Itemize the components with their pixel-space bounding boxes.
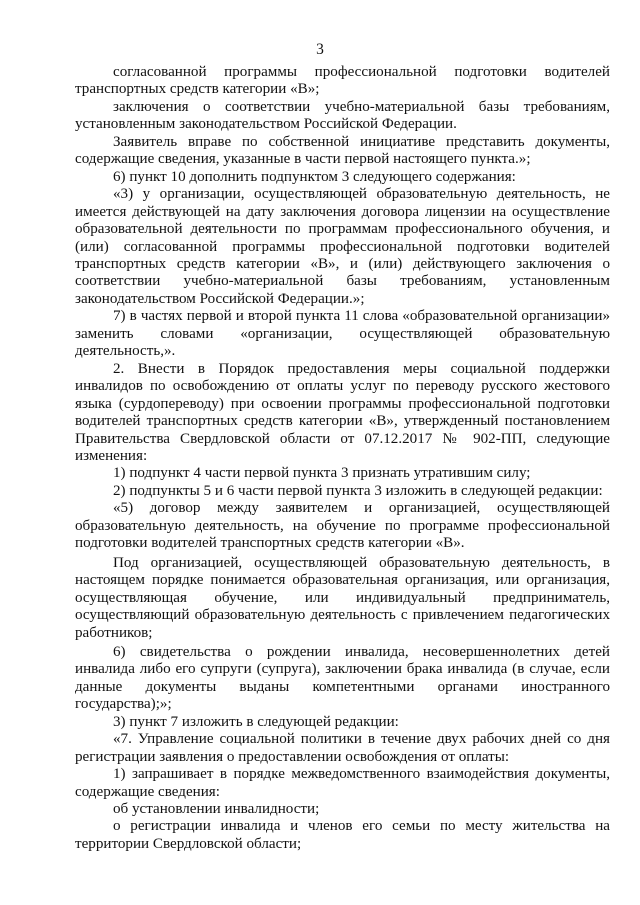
page-number: 3	[316, 41, 324, 58]
paragraph: 7) в частях первой и второй пункта 11 слова «образовательной организации» заменить словами «организации, осуществляющей образовательную деятельность,».	[75, 308, 610, 360]
paragraph: 2. Внести в Порядок предоставления меры социальной поддержки инвалидов по освобождению от оплаты услуг по переводу русского жестового языка (сурдопереводу) при освоении программы профессиональной подготовки водителей транспортных средств категории «B», утвержденный постановлением Правительства Свердловской области от 07.12.2017 № 902-ПП, следующие изменения:	[75, 360, 610, 464]
paragraph: о регистрации инвалида и членов его семьи по месту жительства на территории Свердловской области;	[75, 818, 610, 852]
paragraph: 2) подпункты 5 и 6 части первой пункта 3 изложить в следующей редакции:	[113, 482, 603, 499]
paragraph: 1) подпункт 4 части первой пункта 3 признать утратившим силу;	[113, 465, 531, 482]
paragraph: заключения о соответствии учебно-материальной базы требованиям, установленным законодательством Российской Федерации.	[75, 98, 610, 133]
paragraph: «3) у организации, осуществляющей образовательную деятельность, не имеется действующей на дату заключения договора лицензии на осуществление образовательной деятельности по программам профессионального обучения, и (или) согласованной программы профессиональной подготовки водителей транспортных средств категории «B», и (или) действующего заключения о соответствии учебно-материальной базы требованиям, установленным законодательством Российской Федерации.»;	[75, 186, 610, 307]
paragraph: «5) договор между заявителем и организацией, осуществляющей образовательную деятельность, на обучение по программе профессиональной подготовки водителей транспортных средств категории «B».	[75, 500, 610, 552]
paragraph: 1) запрашивает в порядке межведомственного взаимодействия документы, содержащие сведения:	[75, 766, 610, 800]
paragraph: 6) пункт 10 дополнить подпунктом 3 следующего содержания:	[113, 168, 516, 185]
paragraph: Под организацией, осуществляющей образовательную деятельность, в настоящем порядке понимается образовательная организация, или организация, осуществляющая обучение, или индивидуальный предприниматель, осуществляющий образовательную деятельность с привлечением педагогических работников;	[75, 554, 610, 641]
paragraph: согласованной программы профессиональной подготовки водителей транспортных средств категории «B»;	[75, 64, 610, 98]
document-body	[75, 64, 610, 853]
paragraph: об установлении инвалидности;	[113, 801, 320, 818]
paragraph: Заявитель вправе по собственной инициативе представить документы, содержащие сведения, указанные в части первой настоящего пункта.»;	[75, 133, 610, 168]
paragraph: 6) свидетельства о рождении инвалида, несовершеннолетних детей инвалида либо его супруги (супруга), заключении брака инвалида (в случае, если данные документы выданы компетентными органами иностранного государства);»;	[75, 643, 610, 713]
paragraph: 3) пункт 7 изложить в следующей редакции:	[113, 713, 399, 730]
paragraph: «7. Управление социальной политики в течение двух рабочих дней со дня регистрации заявления о предоставлении освобождения от оплаты:	[75, 731, 610, 765]
